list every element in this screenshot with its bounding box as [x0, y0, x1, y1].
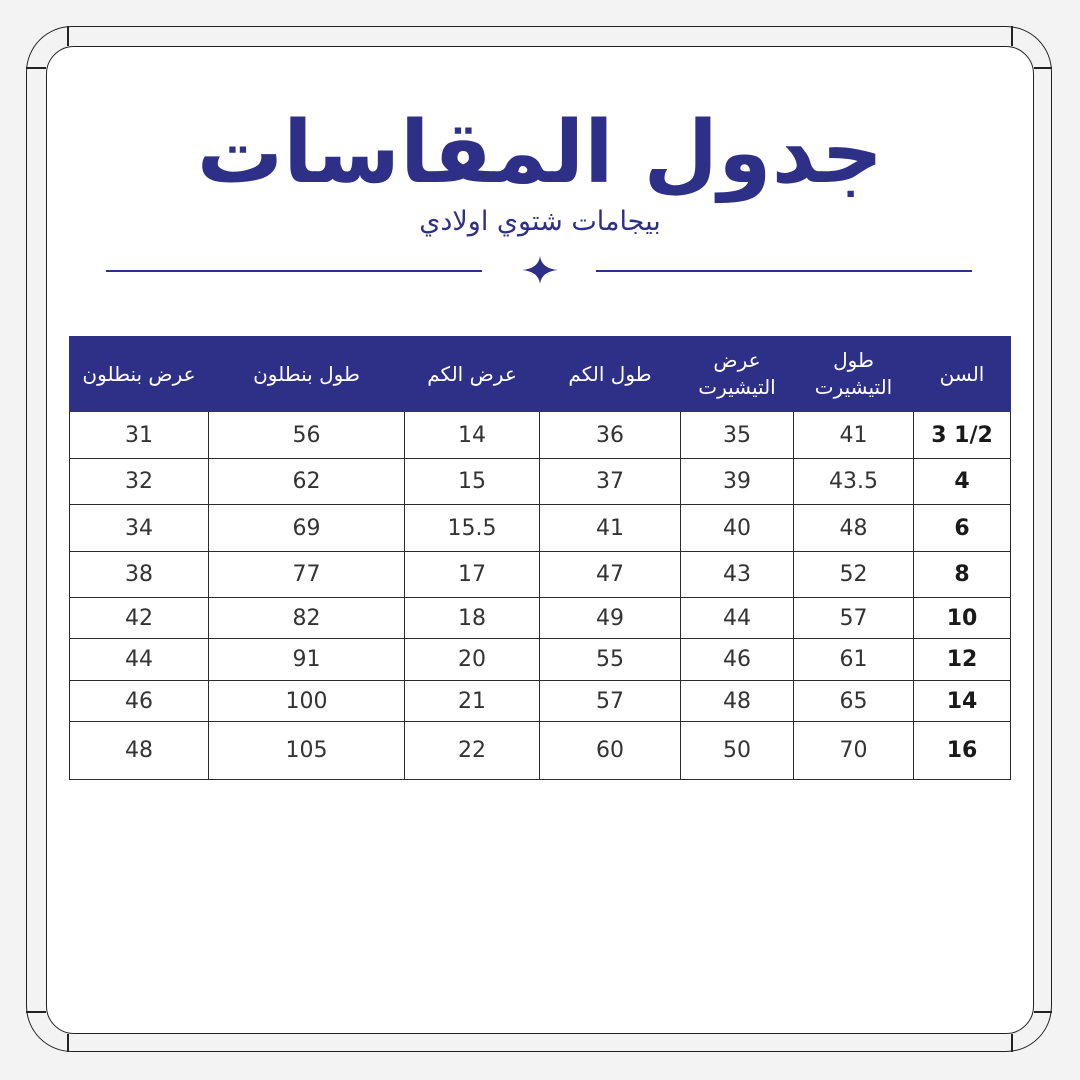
table-cell: 48: [794, 505, 914, 552]
header-shirt-length: طول التيشيرت: [794, 337, 914, 412]
table-cell: 21: [405, 681, 540, 722]
frame-tick: [1034, 1011, 1052, 1013]
age-cell: 14: [914, 681, 1011, 722]
page-title: جدول المقاسات: [196, 103, 884, 203]
table-cell: 15: [405, 459, 540, 505]
age-cell: 4: [914, 459, 1011, 505]
divider-right: [596, 270, 972, 272]
table-cell: 40: [681, 505, 794, 552]
table-cell: 49: [540, 598, 681, 639]
table-cell: 100: [209, 681, 405, 722]
table-cell: 61: [794, 639, 914, 681]
age-cell: 10: [914, 598, 1011, 639]
table-cell: 65: [794, 681, 914, 722]
table-cell: 18: [405, 598, 540, 639]
frame-tick: [26, 67, 46, 69]
frame-tick: [26, 1011, 46, 1013]
table-cell: 36: [540, 412, 681, 459]
table-row: [70, 412, 1011, 459]
table-cell: 20: [405, 639, 540, 681]
table-cell: 55: [540, 639, 681, 681]
table-cell: 57: [540, 681, 681, 722]
table-row: [70, 722, 1011, 780]
table-cell: 105: [209, 722, 405, 780]
age-cell: 16: [914, 722, 1011, 780]
table-row: [70, 681, 1011, 722]
table-cell: 60: [540, 722, 681, 780]
table-cell: 46: [70, 681, 209, 722]
table-cell: 42: [70, 598, 209, 639]
table-row: [70, 639, 1011, 681]
header-pants-length: طول بنطلون: [209, 337, 405, 412]
frame-tick: [1011, 26, 1013, 46]
age-cell: 8: [914, 552, 1011, 598]
table-cell: 48: [681, 681, 794, 722]
age-cell: 12: [914, 639, 1011, 681]
frame-tick: [67, 1034, 69, 1052]
table-cell: 22: [405, 722, 540, 780]
table-cell: 37: [540, 459, 681, 505]
header-sleeve-length: طول الكم: [540, 337, 681, 412]
table-cell: 39: [681, 459, 794, 505]
table-cell: 43.5: [794, 459, 914, 505]
divider-left: [106, 270, 482, 272]
table-cell: 35: [681, 412, 794, 459]
size-table: [69, 336, 1011, 780]
table-cell: 32: [70, 459, 209, 505]
table-cell: 47: [540, 552, 681, 598]
table-cell: 43: [681, 552, 794, 598]
age-cell: 6: [914, 505, 1011, 552]
frame-tick: [67, 26, 69, 46]
table-cell: 62: [209, 459, 405, 505]
table-cell: 48: [70, 722, 209, 780]
table-cell: 17: [405, 552, 540, 598]
table-cell: 52: [794, 552, 914, 598]
table-cell: 91: [209, 639, 405, 681]
table-row: [70, 552, 1011, 598]
table-cell: 41: [540, 505, 681, 552]
table-cell: 46: [681, 639, 794, 681]
table-cell: 57: [794, 598, 914, 639]
page-subtitle: بيجامات شتوي اولادي: [419, 206, 661, 237]
header-age: السن: [914, 337, 1011, 412]
header-sleeve-width: عرض الكم: [405, 337, 540, 412]
table-cell: 41: [794, 412, 914, 459]
table-header-row: [70, 337, 1011, 412]
table-cell: 70: [794, 722, 914, 780]
frame-tick: [1011, 1034, 1013, 1052]
table-row: [70, 459, 1011, 505]
four-point-star-icon: [520, 254, 560, 286]
age-cell: 3 1/2: [914, 412, 1011, 459]
header-shirt-width: عرض التيشيرت: [681, 337, 794, 412]
table-cell: 69: [209, 505, 405, 552]
table-cell: 34: [70, 505, 209, 552]
header-pants-width: عرض بنطلون: [70, 337, 209, 412]
table-cell: 38: [70, 552, 209, 598]
table-cell: 31: [70, 412, 209, 459]
table-cell: 56: [209, 412, 405, 459]
table-cell: 50: [681, 722, 794, 780]
table-cell: 82: [209, 598, 405, 639]
table-cell: 77: [209, 552, 405, 598]
table-cell: 15.5: [405, 505, 540, 552]
table-cell: 14: [405, 412, 540, 459]
table-row: [70, 598, 1011, 639]
table-row: [70, 505, 1011, 552]
table-cell: 44: [681, 598, 794, 639]
table-cell: 44: [70, 639, 209, 681]
frame-tick: [1034, 67, 1052, 69]
